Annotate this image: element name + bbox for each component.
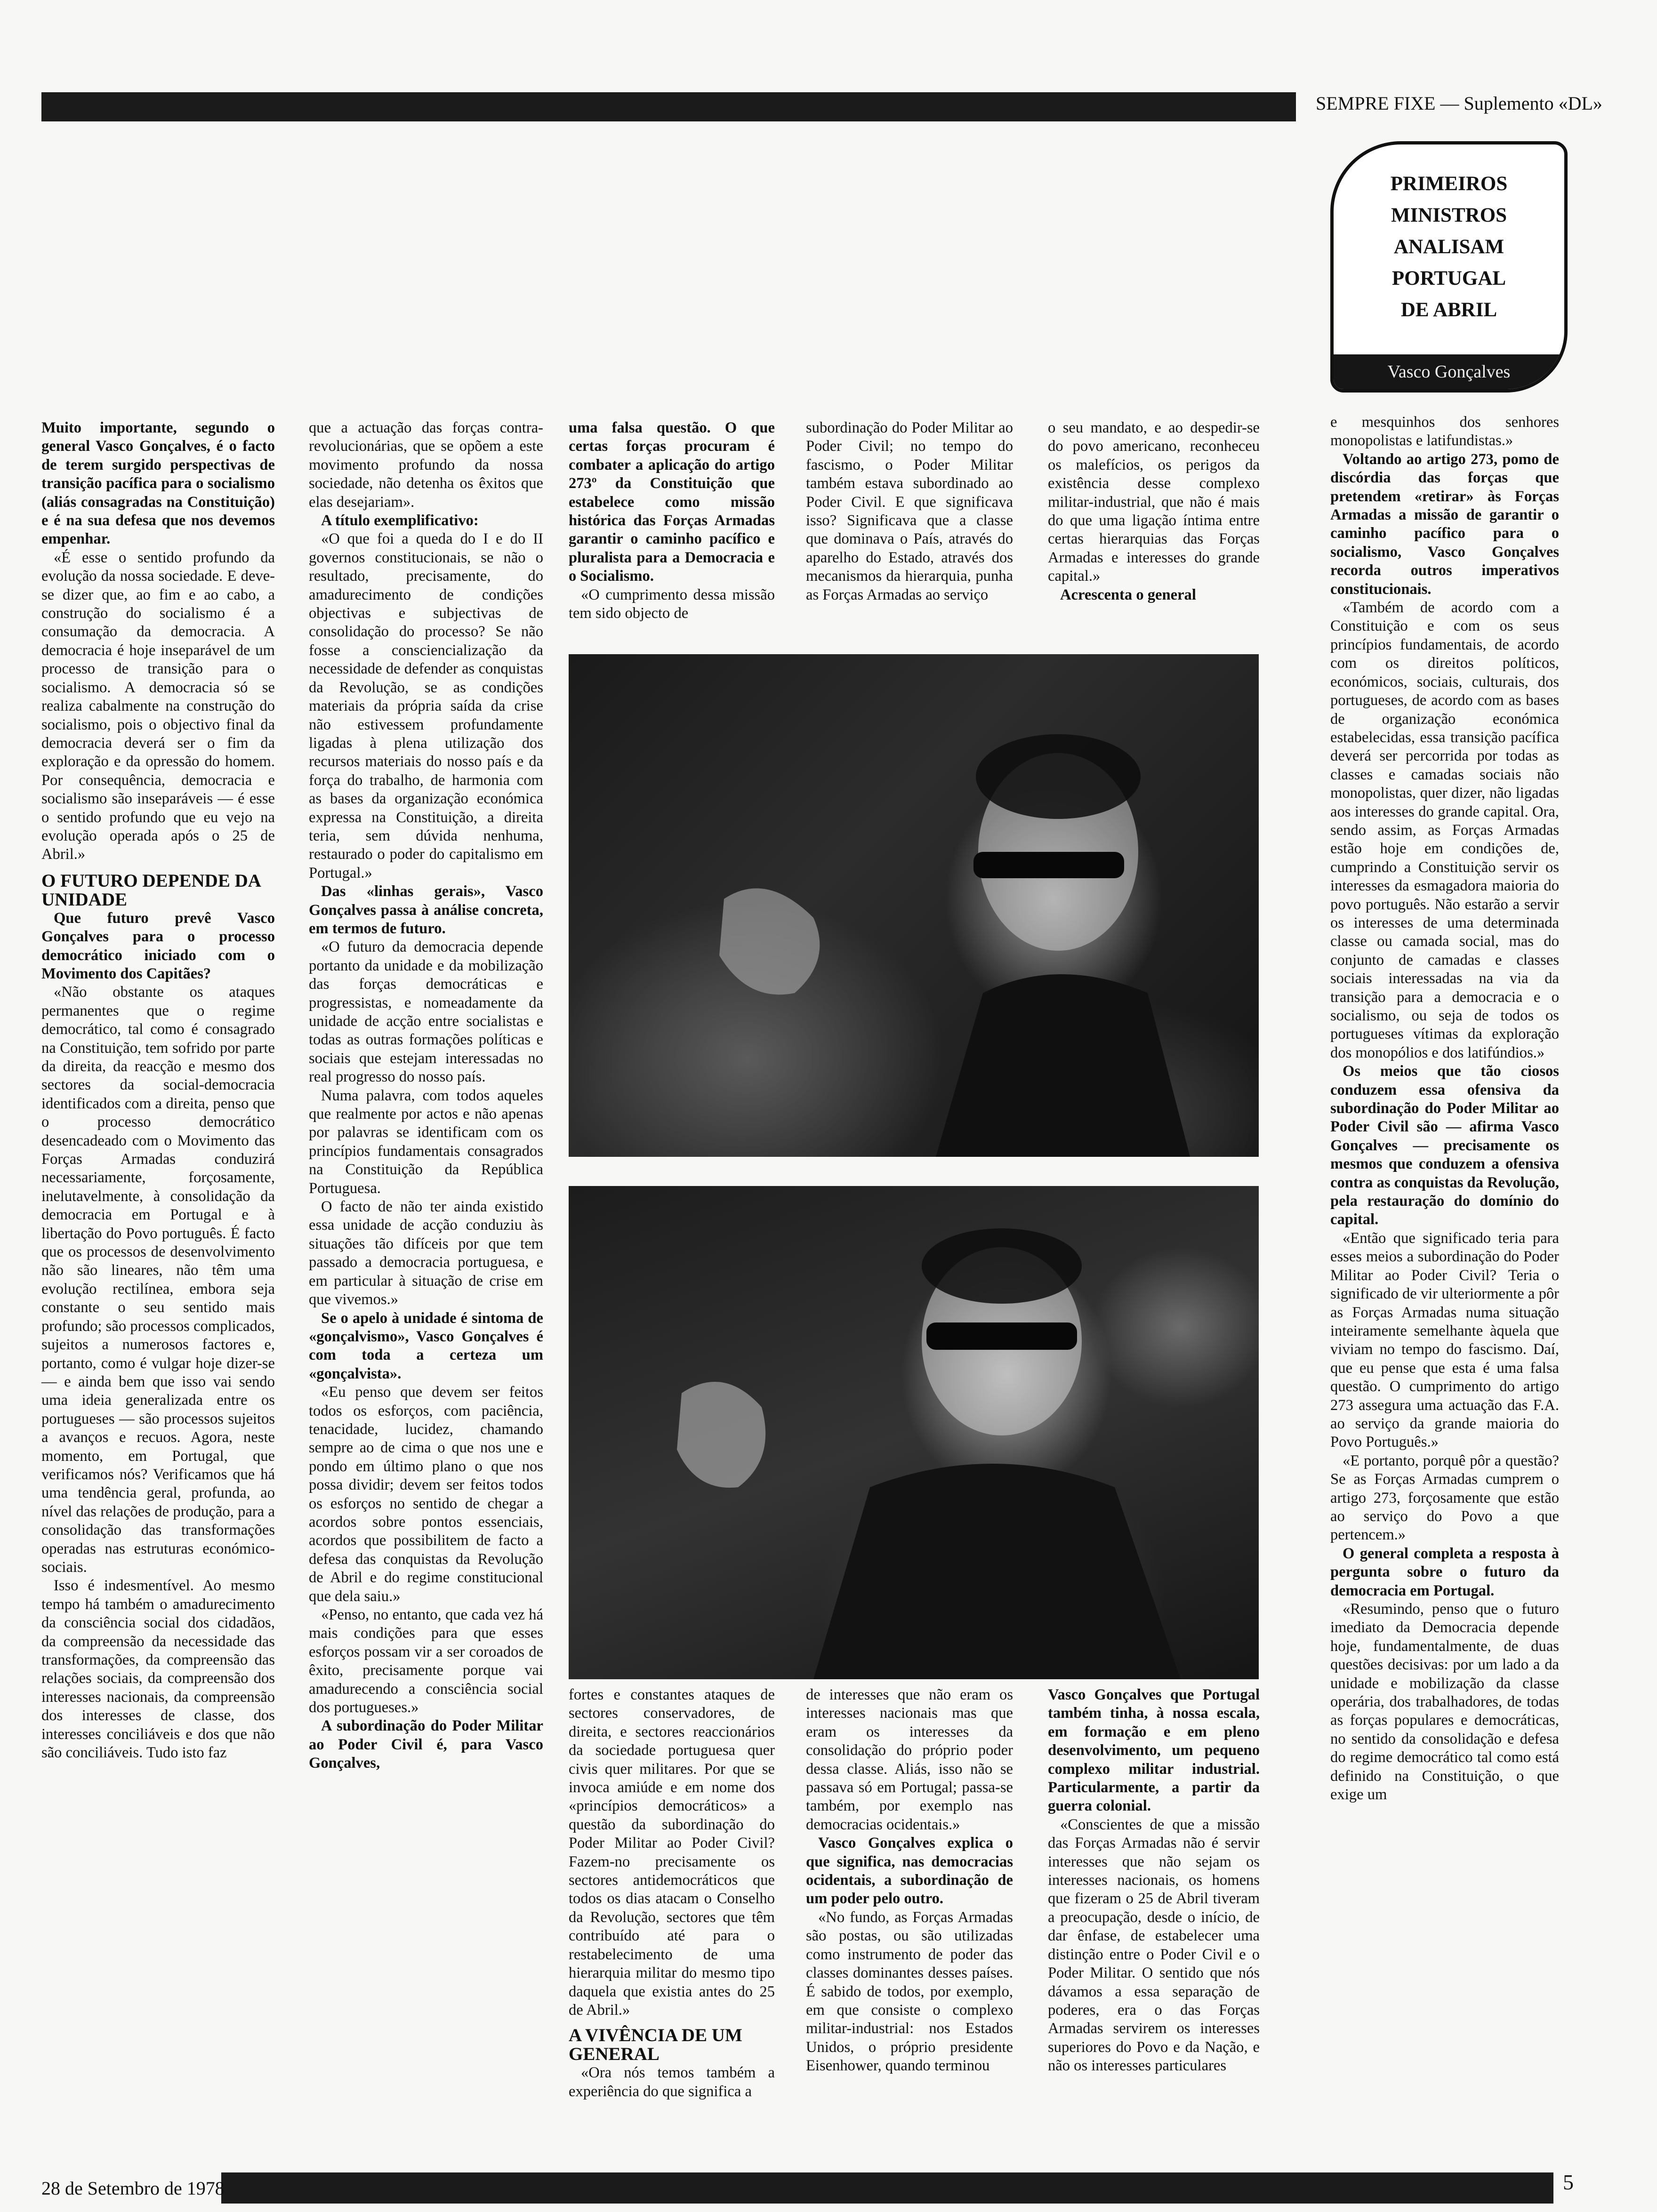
paragraph: de interesses que não eram os interesses nacionais mas que eram os interesses da consolidação do próprio poder dessa classe. Aliás, isso não se passava só em Portugal; passa-se também, por exemplo nas democracias ocidentais.»	[806, 1686, 1013, 1833]
text-column-1	[41, 419, 275, 1762]
text-column-5-bottom	[1048, 1686, 1260, 2076]
publication-header: SEMPRE FIXE — Suplemento «DL»	[1316, 93, 1602, 114]
paragraph: «No fundo, as Forças Armadas são postas, ou são utilizadas como instrumento de poder das classes dominantes desses países. É sabido de todos, por exemplo, em que consiste o complexo militar-industrial: nos Estados Unidos, o próprio presidente Eisenhower, quando terminou	[806, 1908, 1013, 2075]
paragraph: fortes e constantes ataques de sectores conservadores, de direita, e sectores reaccionários da sociedade portuguesa quer civis quer militares. Por que se invoca amiúde e em nome dos «princípios democráticos» a questão da subordinação do Poder Militar ao Poder Civil? Fazem-no precisamente os sectores antidemocráticos que todos os dias atacam o Conselho da Revolução, sectores que têm contribuído até para o restabelecimento de uma hierarquia militar do mesmo tipo daquela que existia antes do 25 de Abril.»	[569, 1686, 775, 2019]
paragraph: O facto de não ter ainda existido essa unidade de acção conduziu às situações tão difíceis por que tem passado a democracia portuguesa, e em particular à situação de crise em que vivemos.»	[309, 1198, 543, 1308]
text-column-4-top	[806, 419, 1013, 604]
title-line: ANALISAM	[1393, 236, 1504, 258]
paragraph: e mesquinhos dos senhores monopolistas e latifundistas.»	[1330, 414, 1559, 449]
paragraph: que a actuação das forças contra-revolucionárias, que se opõem a este movimento profundo da nossa sociedade, não detenha os êxitos que elas desejariam».	[309, 419, 543, 511]
portrait-sketch	[569, 654, 1259, 1157]
title-line: PORTUGAL	[1392, 267, 1506, 289]
text-column-3-bottom	[569, 1686, 775, 2101]
header-rule	[41, 92, 1296, 121]
paragraph: «O futuro da democracia depende portanto da unidade e da mobilização das forças democráticas e progressistas, e nomeadamente da unidade de acção entre socialistas e todas as outras formações políticas e sociais que estejam interessadas no real progresso do nosso país.	[309, 938, 543, 1086]
paragraph: «É esse o sentido profundo da evolução da nossa sociedade. E deve-se dizer que, ao fim e ao cabo, a construção do socialismo é a consumação da democracia. A democracia é hoje inseparável de um processo de transição para o socialismo. A democracia só se realiza cabalmente na construção do socialismo, pois o objectivo final da democracia deverá ser o fim da exploração e da opressão do homem. Por consequência, democracia e socialismo são inseparáveis — é esse o sentido profundo que eu vejo na evolução operada após o 25 de Abril.»	[41, 549, 275, 863]
paragraph: «Também de acordo com a Constituição e com os seus princípios fundamentais, de acordo com os direitos políticos, económicos, sociais, culturais, dos portugueses, de acordo com as bases de organização económica estabelecidas, essa transição pacífica deverá ser percorrida por todas as classes e camadas sociais não monopolistas, quer dizer, não ligadas aos interesses do grande capital. Ora, sendo assim, as Forças Armadas estão hoje em condições de, cumprindo a Constituição servir os interesses da esmagadora maioria do povo português. Não estarão a servir os interesses de uma determinada classe ou camada social, mas do conjunto de camadas e classes sociais interessadas na via da transição para a democracia e o socialismo, ou seja de todos os portugueses vítimas da exploração dos monopólios e dos latifúndios.»	[1330, 599, 1559, 1061]
paragraph: «E portanto, porquê pôr a questão? Se as Forças Armadas cumprem o artigo 273, forçosamente que estão ao serviço do Povo a que pertencem.»	[1330, 1452, 1559, 1544]
article-title	[1334, 168, 1564, 326]
paragraph: «Resumindo, penso que o futuro imediato da Democracia depende hoje, fundamentalmente, de duas questões decisivas: por um lado a da unidade e mobilização da classe operária, dos trabalhadores, de todas as forças populares e democráticas, no sentido da consolidação e defesa do regime democrático tal como está definido na Constituição, o que exige um	[1330, 1601, 1559, 1803]
section-heading: O FUTURO DEPENDE DA UNIDADE	[41, 870, 260, 910]
question-paragraph: Que futuro prevê Vasco Gonçalves para o processo democrático iniciado com o Movimento dos Capitães?	[41, 909, 275, 982]
paragraph: «Conscientes de que a missão das Forças Armadas não é servir interesses que não sejam os interesses nacionais, os homens que fizeram o 25 de Abril tiveram a preocupação, desde o início, de dar ênfase, de estabelecer uma distinção entre o Poder Civil e o Poder Militar. O sentido que nós dávamos a essa separação de poderes, era o das Forças Armadas servirem os interesses superiores do Povo e da Nação, e não os interesses particulares	[1048, 1816, 1260, 2075]
paragraph: «Não obstante os ataques permanentes que o regime democrático, tal como é consagrado na Constituição, tem sofrido por parte da direita, da reacção e mesmo dos sectores da social-democracia identificados com a direita, penso que o processo democrático desencadeado com o Movimento das Forças Armadas conduzirá necessariamente, forçosamente, inelutavelmente, à consolidação da democracia em Portugal e à libertação do Povo português. É facto que os processos de desenvolvimento não são lineares, não têm uma evolução rectilínea, embora seja constante o seu sentido mais profundo; são processos complicados, sujeitos a numerosos factores e, portanto, como é vulgar hoje dizer-se — e ainda bem que isso vai sendo uma ideia generalizada entre os portugueses — são processos sujeitos a avanços e recuos. Agora, neste momento, em Portugal, que verificamos nós? Verificamos que há uma tendência geral, profunda, ao nível das relações de produção, para a consolidação das transformações operadas nas estruturas económico-sociais.	[41, 984, 275, 1576]
paragraph: «Ora nós temos também a experiência do que significa a	[569, 2064, 775, 2100]
subhead-paragraph: O general completa a resposta à pergunta sobre o futuro da democracia em Portugal.	[1330, 1545, 1559, 1599]
paragraph: o seu mandato, e ao despedir-se do povo americano, reconheceu os malefícios, os perigos da existência desse complexo militar-industrial, que não é mais do que uma ligação íntima entre certas hierarquias das Forças Armadas e interesses do grande capital.»	[1048, 419, 1260, 585]
subhead-paragraph: Acrescenta o general	[1060, 586, 1196, 603]
photo-bottom	[569, 1186, 1259, 1679]
paragraph: «Penso, no entanto, que cada vez há mais condições para que esses esforços possam vir a ser coroados de êxito, precisamente porque vai amadurecendo a consciência social dos portugueses.»	[309, 1606, 543, 1716]
issue-date: 28 de Setembro de 1978	[41, 2178, 225, 2199]
article-title-box	[1330, 141, 1568, 393]
subhead-paragraph: Das «linhas gerais», Vasco Gonçalves passa à análise concreta, em termos de futuro.	[309, 883, 543, 937]
footer-rule	[221, 2172, 1553, 2204]
text-column-3-top	[569, 419, 775, 623]
paragraph: «Eu penso que devem ser feitos todos os esforços, com paciência, tenacidade, lucidez, chamando sempre ao de cima o que nos une e pondo em último plano o que nos possa dividir; devem ser feitos todos os esforços no sentido de chegar a acordos sobre pontos essenciais, acordos que possibilitem de facto a defesa das conquistas da Revolução de Abril e do regime constitucional que dela saiu.»	[309, 1384, 543, 1605]
subhead-paragraph: Vasco Gonçalves explica o que significa, nas democracias ocidentais, a subordinação de um poder pelo outro.	[806, 1835, 1013, 1907]
photo-top	[569, 654, 1259, 1157]
page-number: 5	[1563, 2170, 1574, 2194]
title-line: MINISTROS	[1391, 204, 1507, 226]
subhead-paragraph: A título exemplificativo:	[321, 512, 479, 529]
lead-paragraph: Muito importante, segundo o general Vasco Gonçalves, é o facto de terem surgido perspectivas de transição pacífica para o socialismo (aliás consagradas na Constituição) e é na sua defesa que nos devemos empenhar.	[41, 419, 275, 548]
text-column-4-bottom	[806, 1686, 1013, 2076]
portrait-sketch	[569, 1186, 1259, 1679]
paragraph: «O que foi a queda do I e do II governos constitucionais, se não o resultado, precisamente, do amadurecimento de condições objectivas e subjectivas de consolidação do processo? Se não fosse a consciencialização da necessidade de defender as conquistas da Revolução, se as condições materiais da própria saída da crise não estivessem profundamente ligadas à plena utilização dos recursos materiais do nosso país e da força do trabalho, de harmonia com as bases da organização económica expressa na Constituição, a direita teria, sem dúvida nenhuma, restaurado o poder do capitalismo em Portugal.»	[309, 530, 543, 882]
title-line: DE ABRIL	[1400, 299, 1497, 321]
paragraph: subordinação do Poder Militar ao Poder Civil; no tempo do fascismo, o Poder Militar também estava subordinado ao Poder Civil. E que significava isso? Significava que a classe que dominava o País, através do aparelho do Estado, através dos mecanismos da hierarquia, punha as Forças Armadas ao serviço	[806, 419, 1013, 603]
text-column-5-top	[1048, 419, 1260, 604]
paragraph: «Então que significado teria para esses meios a subordinação do Poder Militar ao Poder Civil? Teria o significado de vir ulteriormente a pôr as Forças Armadas numa situação inteiramente semelhante àquela que viviam no tempo do fascismo. Daí, que eu pense que esta é uma falsa questão. O cumprimento do artigo 273 assegura uma actuação das F.A. ao serviço da grande maioria do Povo Português.»	[1330, 1229, 1559, 1451]
paragraph: Numa palavra, com todos aqueles que realmente por actos e não apenas por palavras se identificam com os princípios fundamentais consagrados na Constituição da República Portuguesa.	[309, 1087, 543, 1197]
title-line: PRIMEIROS	[1390, 173, 1508, 195]
article-author: Vasco Gonçalves	[1334, 354, 1564, 389]
subhead-paragraph: Os meios que tão ciosos conduzem essa ofensiva da subordinação do Poder Militar ao Poder Civil são — afirma Vasco Gonçalves — precisamente os mesmos que conduzem a ofensiva contra as conquistas da Revolução, pela restauração do domínio do capital.	[1330, 1063, 1559, 1228]
paragraph: Isso é indesmentível. Ao mesmo tempo há também o amadurecimento da consciência social dos cidadãos, da compreensão da necessidade das transformações, da compreensão das relações sociais, da compreensão dos interesses nacionais, da compreensão dos interesses de classe, dos interesses conciliáveis e dos que não são conciliáveis. Tudo isto faz	[41, 1577, 275, 1762]
paragraph: «O cumprimento dessa missão tem sido objecto de	[569, 586, 775, 622]
subhead-paragraph: Vasco Gonçalves que Portugal também tinha, à nossa escala, em formação e em pleno desenvolvimento, um pequeno complexo militar industrial. Particularmente, a partir da guerra colonial.	[1048, 1686, 1260, 1815]
subhead-paragraph: Se o apelo à unidade é sintoma de «gonçalvismo», Vasco Gonçalves é com toda a certeza um «gonçalvista».	[309, 1309, 543, 1382]
text-column-6	[1330, 413, 1559, 1804]
text-column-2	[309, 419, 543, 1773]
subhead-paragraph: A subordinação do Poder Militar ao Poder Civil é, para Vasco Gonçalves,	[309, 1717, 543, 1772]
subhead-paragraph: uma falsa questão. O que certas forças procuram é combater a aplicação do artigo 273º da Constituição que estabelece como missão histórica das Forças Armadas garantir o caminho pacífico e pluralista para a Democracia e o Socialismo.	[569, 419, 775, 585]
subhead-paragraph: Voltando ao artigo 273, pomo de discórdia das forças que pretendem «retirar» às Forças Armadas a missão de garantir o caminho pacífico para o socialismo, Vasco Gonçalves recorda outros imperativos constitucionais.	[1330, 450, 1559, 598]
section-heading: A VIVÊNCIA DE UM GENERAL	[569, 2025, 742, 2065]
